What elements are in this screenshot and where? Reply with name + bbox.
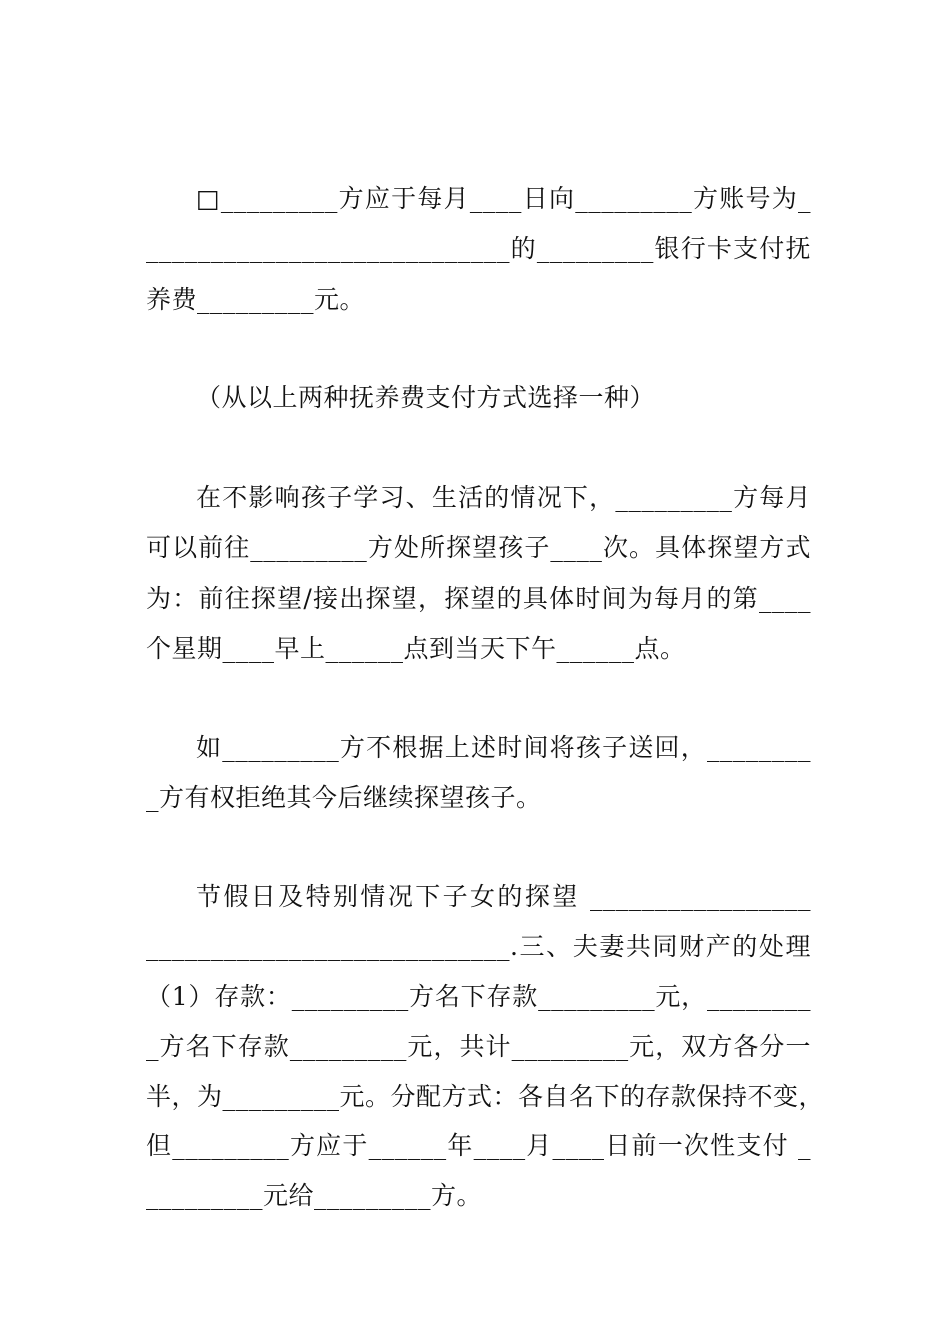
paragraph-1-line-3: 养费_________元。 xyxy=(146,285,366,314)
paragraph-3-line-1: 在不影响孩子学习、生活的情况下，_________方每月 xyxy=(196,483,811,512)
paragraph-5-line-5: 半，为_________元。分配方式：各自名下的存款保持不变， xyxy=(146,1082,825,1111)
paragraph-1-line-1: □_________方应于每月____日向_________方账号为_ xyxy=(196,184,811,213)
paragraph-5-line-7: _________元给_________方。 xyxy=(146,1181,483,1210)
paragraph-5-line-6: 但_________方应于______年____月____日前一次性支付 _ xyxy=(146,1131,811,1160)
paragraph-4-line-2: _方有权拒绝其今后继续探望孩子。 xyxy=(146,783,542,812)
paragraph-5-line-2: ____________________________.三、夫妻共同财产的处理 xyxy=(146,932,811,961)
paragraph-3-line-4: 个星期____早上______点到当天下午______点。 xyxy=(146,634,686,663)
paragraph-3-line-2: 可以前往_________方处所探望孩子____次。具体探望方式 xyxy=(146,533,811,562)
paragraph-1-line-2: ____________________________的_________银行卡支付抚 xyxy=(146,234,811,263)
paragraph-2-line-1: （从以上两种抚养费支付方式选择一种） xyxy=(196,383,656,412)
paragraph-5-line-3: （1）存款：_________方名下存款_________元，________ xyxy=(146,982,811,1011)
paragraph-3-line-3: 为：前往探望/接出探望，探望的具体时间为每月的第____ xyxy=(146,584,811,613)
paragraph-4-line-1: 如_________方不根据上述时间将孩子送回，________ xyxy=(196,733,811,762)
paragraph-5-line-1: 节假日及特别情况下子女的探望 _________________ xyxy=(196,882,811,911)
paragraph-5-line-4: _方名下存款_________元，共计_________元，双方各分一 xyxy=(146,1032,811,1061)
